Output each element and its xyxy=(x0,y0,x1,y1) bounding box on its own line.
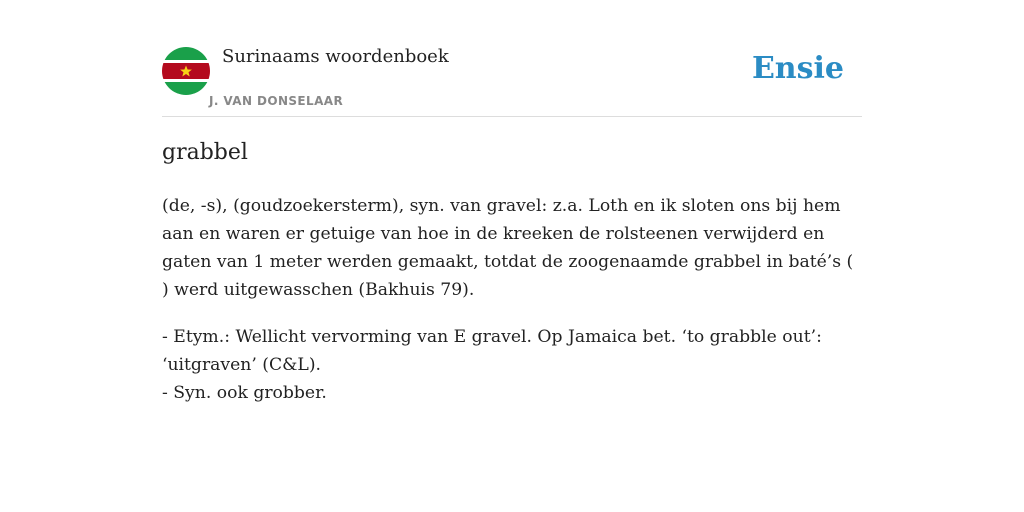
entry-etymology xyxy=(162,323,864,407)
synonym-line: - Syn. ook grobber. xyxy=(162,383,327,403)
dictionary-title[interactable]: Surinaams woordenboek xyxy=(222,46,449,67)
entry-definition: (de, -s), (goudzoekersterm), syn. van gravel: z.a. Loth en ik sloten ons bij hem aan en waren er getuige van hoe in de kreeken de rolsteenen verwijderd en gaten van 1 meter werden gemaakt, totdat de zoogenaamde grabbel in baté’s ( ) werd uitgewasschen (Bakhuis 79). xyxy=(162,196,854,300)
dictionary-author: J. VAN DONSELAAR xyxy=(209,94,344,108)
etymology-line: ‘uitgraven’ (C&L). xyxy=(162,355,322,375)
dictionary-header xyxy=(162,44,862,117)
suriname-flag-icon xyxy=(162,47,210,95)
ensie-logo-link[interactable]: Ensie xyxy=(751,51,844,86)
etymology-line: - Etym.: Wellicht vervorming van E gravel. Op Jamaica bet. ‘to grabble out’: xyxy=(162,327,822,347)
entry-headword: grabbel xyxy=(162,140,248,165)
